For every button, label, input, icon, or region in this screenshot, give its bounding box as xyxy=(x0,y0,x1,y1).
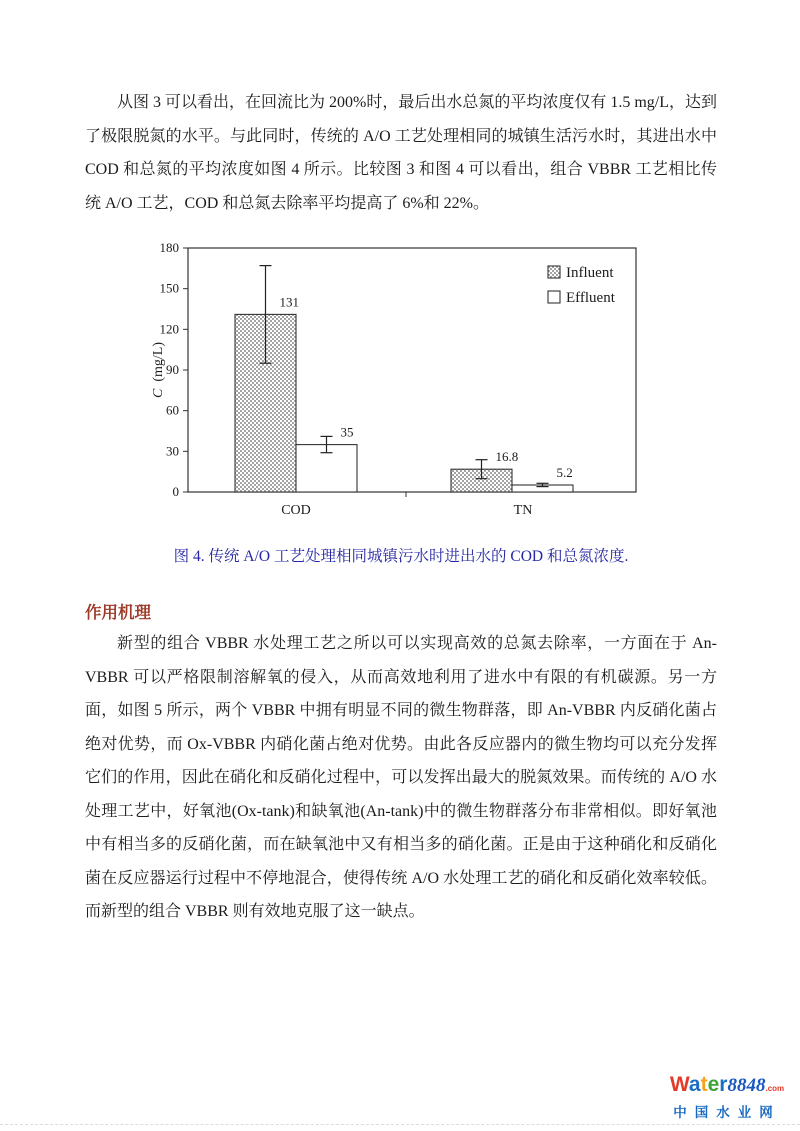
y-tick-label: 120 xyxy=(159,321,179,337)
water8848-logo[interactable] xyxy=(662,1074,792,1121)
logo-letter-e: e xyxy=(707,1073,720,1096)
logo-number: 8848 xyxy=(727,1075,766,1096)
water8848-wordmark xyxy=(662,1074,792,1100)
y-tick-label: 0 xyxy=(172,484,179,499)
logo-tld: .com xyxy=(765,1084,785,1093)
logo-letter-r: r xyxy=(719,1073,728,1096)
figure-4-chart-svg xyxy=(148,238,668,538)
legend-label-influent: Influent xyxy=(566,265,614,281)
paragraph-mechanism: 新型的组合 VBBR 水处理工艺之所以可以实现高效的总氮去除率，一方面在于 An-VBBR 可以严格限制溶解氧的侵入，从而高效地利用了进水中有限的有机碳源。另一方面，如图 5 所示，两个 VBBR 中拥有明显不同的微生物群落，即 An-VBBR 内反硝化菌占绝对优势，而 Ox-VBBR 内硝化菌占绝对优势。由此各反应器内的微生物均可以充分发挥它们的作用，因此在硝化和反硝化过程中，可以发挥出最大的脱氮效果。而传统的 A/O 水处理工艺中，好氧池(Ox-tank)和缺氧池(An-tank)中的微生物群落分布非常相似。即好氧池中有相当多的反硝化菌，而在缺氧池中又有相当多的硝化菌。正是由于这种硝化和反硝化菌在反应器运行过程中不停地混合，使得传统 A/O 水处理工艺的硝化和反硝化效率较低。而新型的组合 VBBR 则有效地克服了这一缺点。 xyxy=(85,635,717,920)
value-label-influent-tn: 16.8 xyxy=(495,449,519,465)
figure-4-caption: 图 4. 传统 A/O 工艺处理相同城镇污水时进出水的 COD 和总氮浓度. xyxy=(173,548,629,565)
value-label-effluent-cod: 35 xyxy=(340,424,354,440)
paragraph-results: 从图 3 可以看出，在回流比为 200%时，最后出水总氮的平均浓度仅有 1.5 mg/L，达到了极限脱氮的水平。与此同时，传统的 A/O 工艺处理相同的城镇生活污水时，其进出水中 COD 和总氮的平均浓度如图 4 所示。比较图 3 和图 4 可以看出，组合 VBBR 工艺相比传统 A/O 工艺，COD 和总氮去除率平均提高了 6%和 22%。 xyxy=(85,94,717,212)
footer-divider xyxy=(0,1124,800,1125)
figure-4-chart xyxy=(148,238,668,538)
y-tick-label: 60 xyxy=(166,402,179,418)
x-category-label-cod: COD xyxy=(281,503,311,518)
y-tick-label: 30 xyxy=(166,443,179,459)
y-tick-label: 90 xyxy=(166,362,179,377)
section-heading-mechanism: 作用机理 xyxy=(85,604,151,622)
y-tick-label: 180 xyxy=(159,240,179,255)
logo-letter-w: W xyxy=(669,1073,689,1096)
logo-letter-t: t xyxy=(700,1073,708,1096)
logo-subtitle: 中国水业网 xyxy=(673,1105,781,1120)
x-category-label-tn: TN xyxy=(513,503,533,518)
y-tick-label: 150 xyxy=(159,280,179,296)
legend-label-effluent: Effluent xyxy=(566,290,615,306)
legend-swatch-influent xyxy=(548,266,560,278)
legend-swatch-effluent xyxy=(548,291,560,303)
logo-letter-a: a xyxy=(688,1073,701,1096)
y-axis-label: C (mg/L) xyxy=(151,342,166,398)
value-label-influent-cod: 131 xyxy=(279,294,299,310)
value-label-effluent-tn: 5.2 xyxy=(556,465,573,480)
